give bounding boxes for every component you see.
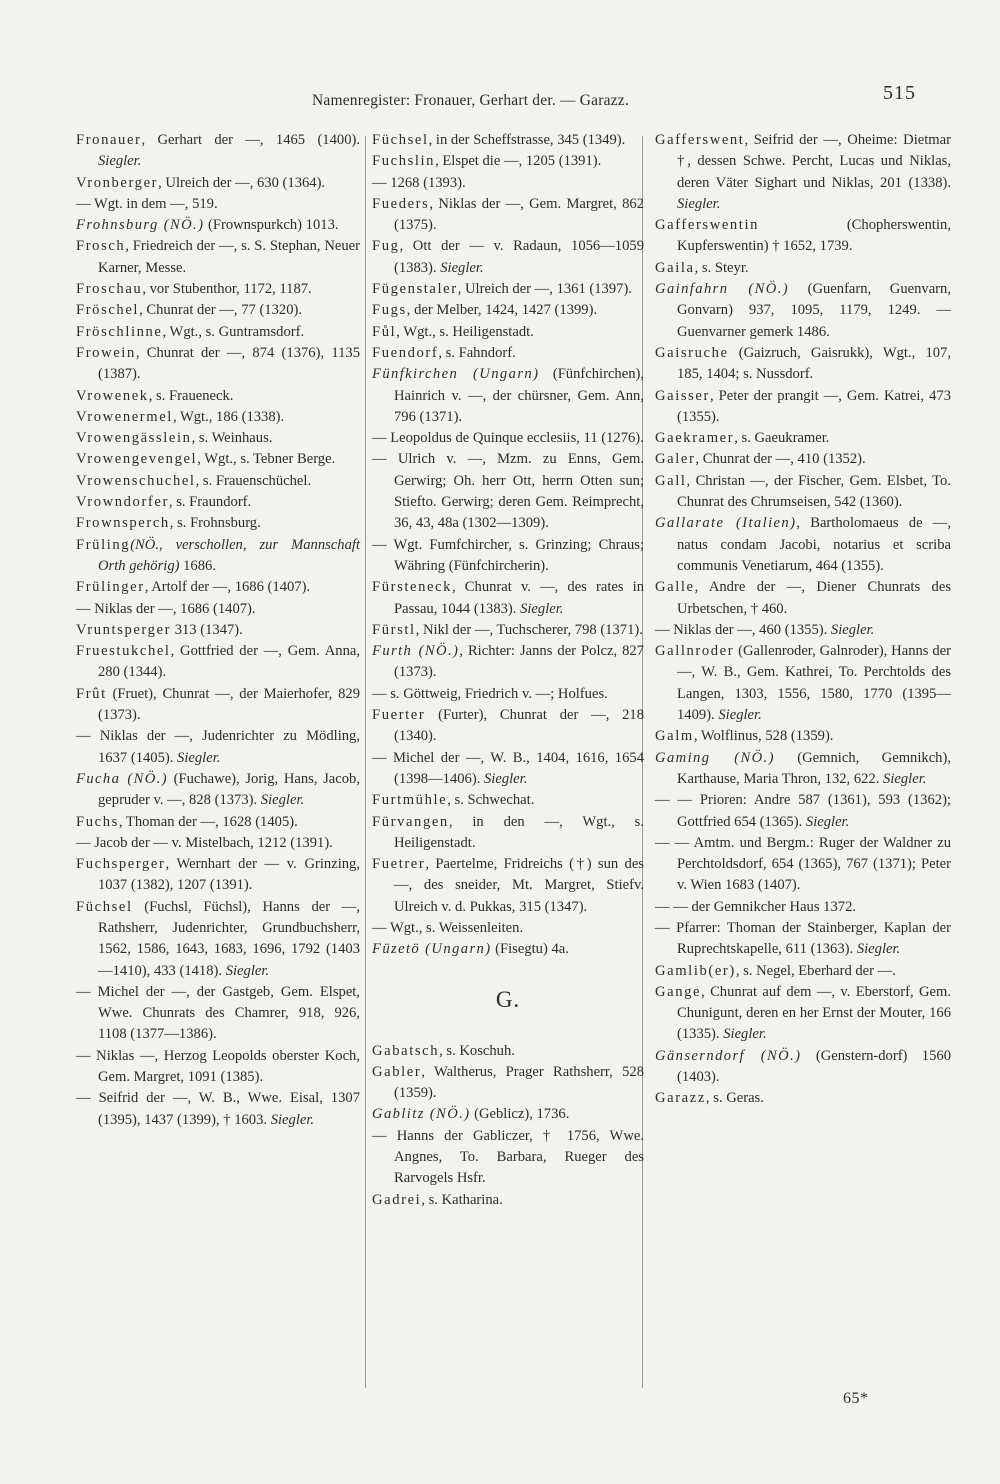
- entry-text: — Wgt., s. Weissenleiten.: [372, 919, 524, 936]
- column-rule: [365, 136, 366, 1388]
- entry-text: — Ulrich v. —, Mzm. zu Enns, Gem. Gerwirg; Oh. herr Ott, herrn Otten sun; Stiefto. Gerwirg; deren Gem. Reimprecht, 36, 43, 48a (1302—1309).: [372, 451, 644, 532]
- index-column-2: [372, 130, 644, 1211]
- entry-text: (Frownspurkch) 1013.: [204, 217, 339, 234]
- index-entry: [76, 577, 360, 598]
- entry-headword: Fug: [372, 238, 400, 255]
- entry-text: , Elspet die —, 1205 (1391).: [435, 153, 602, 170]
- entry-text: , Wgt., s. Guntramsdorf.: [162, 323, 305, 340]
- entry-text: , Thoman der —, 1628 (1405).: [118, 813, 298, 830]
- index-entry: [372, 620, 644, 641]
- entry-text: (Fisegtu) 4a.: [491, 941, 569, 958]
- index-entry: [655, 279, 951, 343]
- index-entry: [76, 173, 360, 194]
- entry-text: (Guenfarn, Guenvarn, Gonvarn) 937, 1095, 1179, 1249. — Guenvarner gemerk 1486.: [677, 281, 951, 340]
- entry-text: , der Melber, 1424, 1427 (1399).: [406, 302, 598, 319]
- entry-text: , s. Geras.: [705, 1090, 764, 1107]
- index-entry: [76, 300, 360, 321]
- index-entry: [655, 258, 951, 279]
- entry-text: , Ulreich der —, 630 (1364).: [158, 174, 326, 191]
- index-entry: [372, 236, 644, 279]
- entry-siegler: Siegler.: [723, 1026, 767, 1043]
- entry-text: , Niklas der —, Gem. Margret, 862 (1375).: [394, 195, 644, 234]
- entry-headword: Fugs: [372, 302, 407, 319]
- entry-headword: Frût: [76, 685, 107, 702]
- entry-headword: Fronauer: [76, 132, 142, 148]
- entry-headword: Vrowenek: [76, 387, 149, 404]
- index-entry: [655, 215, 951, 258]
- entry-headword: Fuerter: [372, 707, 426, 724]
- entry-headword: Fruestukchel: [76, 643, 171, 660]
- entry-place-name: Fucha (NÖ.): [76, 770, 168, 787]
- entry-headword: Gafferswentin: [655, 217, 760, 234]
- entry-headword: Frownsperch: [76, 515, 170, 532]
- entry-text: — — Amtm. und Bergm.: Ruger der Waldner zu Perchtoldsdorf, 654 (1365), 767 (1371); Peter v. Wien 1683 (1407).: [655, 834, 951, 894]
- entry-text: , s. Steyr.: [694, 259, 749, 276]
- entry-text: — Pfarrer: Thoman der Stainberger, Kaplan der Ruprechtskapelle, 611 (1363).: [655, 919, 951, 958]
- entry-text: , Christan —, der Fischer, Gem. Elsbet, To. Chunrat des Chrumseisen, 542 (1360).: [677, 472, 951, 511]
- entry-text: , Artolf der —, 1686 (1407).: [144, 579, 311, 596]
- index-entry: [76, 343, 360, 386]
- entry-headword: Vrowenermel: [76, 408, 173, 425]
- entry-text: , Gerhart der —, 1465 (1400).: [141, 132, 360, 148]
- entry-text: , s. Fraundorf.: [168, 494, 252, 511]
- entry-text: , Richter: Janns der Polcz, 827 (1373).: [394, 643, 644, 681]
- entry-annotation: (NÖ., verschollen, zur Mannschaft Orth gehörig): [98, 536, 360, 574]
- index-entry: [76, 812, 360, 833]
- index-entry: [76, 897, 360, 982]
- index-entry: [372, 684, 644, 705]
- entry-text: — Niklas der —, 460 (1355).: [655, 621, 831, 638]
- index-entry: [76, 407, 360, 428]
- index-entry: [655, 620, 951, 641]
- entry-headword: Frülinger: [76, 579, 145, 596]
- index-entry: [76, 769, 360, 812]
- index-entry: [655, 833, 951, 897]
- page-number: 515: [883, 82, 916, 104]
- index-entry: [372, 151, 644, 172]
- entry-text: , Bartholomaeus de —, natus condam Jacobi, notarius et scriba communis Venetiarum, 464 (1355).: [677, 515, 951, 574]
- index-entry: [76, 1046, 360, 1089]
- index-entry: [372, 854, 644, 918]
- entry-headword: Fürstl: [372, 621, 416, 638]
- entry-text: , Paertelme, Fridreichs (†) sun des —, des sneider, Mt. Margret, Stiefv. Ulreich v. d. Pukkas, 315 (1347).: [394, 856, 644, 915]
- index-entry: [655, 471, 951, 514]
- entry-text: , Waltherus, Prager Rathsherr, 528 (1359).: [394, 1063, 644, 1102]
- index-entry: [655, 1088, 951, 1109]
- index-entry: [372, 748, 644, 791]
- running-head: Namenregister: Fronauer, Gerhart der. — Garazz.: [312, 92, 629, 109]
- index-column-1: [76, 130, 360, 1131]
- entry-text: , Andre der —, Diener Chunrats des Urbetschen, † 460.: [677, 579, 951, 617]
- index-entry: [76, 854, 360, 897]
- entry-text: (Geblicz), 1736.: [470, 1106, 570, 1123]
- index-entry: [76, 322, 360, 343]
- entry-headword: Fügenstaler: [372, 281, 458, 298]
- entry-text: , Chunrat v. —, des rates in Passau, 1044 (1383).: [394, 579, 644, 617]
- entry-text: — Niklas der —, 1686 (1407).: [76, 600, 256, 617]
- entry-siegler: Siegler.: [805, 813, 850, 830]
- index-entry: [76, 833, 360, 854]
- entry-text: — Wgt. Fumfchircher, s. Grinzing; Chraus; Währing (Fünfchircherin).: [372, 536, 644, 574]
- entry-text: , in den —, Wgt., s. Heiligenstadt.: [394, 813, 644, 851]
- index-entry: [372, 364, 644, 428]
- index-column-3: [655, 130, 951, 1110]
- index-entry: [655, 982, 951, 1046]
- entry-text: (Fuchsl, Füchsl), Hanns der —, Rathsherr, Judenrichter, Grundbuchsherr, 1562, 1586, 1643, 1683, 1696, 1792 (1403—1410), 433 (1418).: [98, 898, 360, 979]
- entry-headword: Gaisruche: [655, 344, 729, 361]
- entry-headword: Gadrei: [372, 1191, 422, 1208]
- entry-place-name: Gänserndorf (NÖ.): [655, 1047, 802, 1064]
- entry-text: — 1268 (1393).: [372, 174, 466, 191]
- entry-siegler: Siegler.: [677, 195, 721, 212]
- index-entry: [655, 641, 951, 726]
- entry-headword: Fuchsperger: [76, 856, 166, 873]
- entry-headword: Fröschlinne: [76, 323, 163, 340]
- index-entry: [655, 130, 951, 215]
- index-entry: [372, 535, 644, 578]
- entry-text: , Chunrat auf dem —, v. Eberstorf, Gem. Chunigunt, deren en her Ernst der Mouter, 166 (1335).: [677, 983, 951, 1043]
- index-entry: [655, 1046, 951, 1089]
- index-entry: [372, 173, 644, 194]
- entry-text: (Fuchawe), Jorig, Hans, Jacob, gepruder v. —, 828 (1373).: [98, 770, 360, 809]
- entry-headword: Vrowengässlein: [76, 430, 192, 447]
- index-entry: [372, 1041, 644, 1062]
- entry-text: , s. Negel, Eberhard der —.: [735, 962, 896, 979]
- entry-siegler: Siegler.: [225, 962, 270, 979]
- index-entry: [76, 194, 360, 215]
- index-entry: [76, 386, 360, 407]
- index-entry: [372, 812, 644, 855]
- index-entry: [655, 343, 951, 386]
- entry-text: , Ott der — v. Radaun, 1056—1059 (1383).: [394, 238, 644, 276]
- index-entry: [372, 194, 644, 237]
- entry-text: , Wgt., 186 (1338).: [172, 408, 285, 425]
- index-entry: [655, 449, 951, 470]
- index-entry: [76, 428, 360, 449]
- index-entry: [76, 449, 360, 470]
- entry-headword: Garazz: [655, 1090, 706, 1107]
- index-entry: [655, 726, 951, 747]
- entry-text: , Chunrat der —, 410 (1352).: [695, 451, 866, 468]
- entry-headword: Füchsel: [76, 898, 133, 915]
- entry-siegler: Siegler.: [177, 749, 221, 766]
- entry-siegler: Siegler.: [484, 770, 528, 787]
- index-entry: [372, 343, 644, 364]
- index-entry: [76, 641, 360, 684]
- entry-headword: Fuetrer: [372, 856, 426, 873]
- entry-text: , Wernhart der — v. Grinzing, 1037 (1382), 1207 (1391).: [98, 856, 360, 894]
- entry-text: , Friedreich der —, s. S. Stephan, Neuer Karner, Messe.: [98, 238, 360, 276]
- entry-headword: Gabler: [372, 1063, 422, 1080]
- index-entry: [655, 513, 951, 577]
- entry-text: , Wgt., s. Tebner Berge.: [197, 451, 336, 468]
- entry-text: — Niklas der —, Judenrichter zu Mödling, 1637 (1405).: [76, 728, 360, 766]
- entry-text: , Seifrid der —, Oheime: Dietmar †, dessen Schwe. Percht, Lucas und Niklas, deren Väter Sighart und Niklas, 201 (1338).: [677, 132, 951, 191]
- index-entry: [372, 918, 644, 939]
- entry-headword: Gange: [655, 983, 702, 1000]
- entry-headword: Vruntsperger: [76, 621, 172, 638]
- entry-text: (Chopherswentin, Kupferswentin) † 1652, 1739.: [677, 217, 951, 255]
- entry-siegler: Siegler.: [883, 770, 927, 787]
- entry-text: , Chunrat der —, 874 (1376), 1135 (1387).: [98, 344, 360, 383]
- index-entry: [76, 982, 360, 1046]
- index-entry: [372, 449, 644, 534]
- entry-text: 1686.: [179, 557, 216, 574]
- entry-headword: Galle: [655, 579, 695, 596]
- index-entry: [76, 215, 360, 236]
- entry-text: — — Prioren: Andre 587 (1361), 593 (1362); Gottfried 654 (1365).: [655, 792, 951, 830]
- entry-text: , Peter der prangit —, Gem. Katrei, 473 (1355).: [677, 387, 951, 425]
- entry-headword: Fuchs: [76, 813, 119, 830]
- entry-text: , s. Fraueneck.: [148, 387, 234, 404]
- entry-text: , s. Fahndorf.: [438, 344, 516, 361]
- entry-place-name: Fünfkirchen (Ungarn): [372, 366, 540, 383]
- entry-text: , Nikl der —, Tuchscherer, 798 (1371).: [415, 621, 643, 638]
- entry-text: (Fruet), Chunrat —, der Maierhofer, 829 (1373).: [98, 685, 360, 724]
- entry-text: , s. Frauenschüchel.: [195, 472, 312, 489]
- index-entry: [372, 300, 644, 321]
- entry-siegler: Siegler.: [270, 1111, 315, 1128]
- index-entry: [76, 726, 360, 769]
- entry-text: , Chunrat der —, 77 (1320).: [139, 302, 302, 319]
- index-entry: [76, 130, 360, 173]
- entry-headword: Fürsteneck: [372, 579, 453, 596]
- entry-text: — Michel der —, W. B., 1404, 1616, 1654 (1398—1406).: [372, 749, 644, 787]
- entry-siegler: Siegler.: [718, 707, 762, 724]
- entry-headword: Gaisser: [655, 387, 710, 404]
- entry-siegler: Siegler.: [98, 153, 142, 170]
- entry-text: — Hanns der Gabliczer, † 1756, Wwe. Angnes, To. Barbara, Rueger des Rarvogels Hsfr.: [372, 1127, 644, 1187]
- entry-siegler: Siegler.: [520, 600, 564, 617]
- entry-headword: Gaekramer: [655, 430, 735, 447]
- signature-mark: 65*: [843, 1390, 869, 1407]
- section-letter: G.: [495, 986, 521, 1012]
- entry-place-name: Gallarate (Italien): [655, 515, 797, 532]
- index-entry: [76, 1088, 360, 1131]
- entry-place-name: Furth (NÖ.): [372, 643, 460, 660]
- entry-headword: Gabatsch: [372, 1042, 440, 1059]
- entry-headword: Gall: [655, 472, 687, 489]
- index-entry: [655, 897, 951, 918]
- entry-siegler: Siegler.: [830, 621, 875, 638]
- entry-text: , Wolflinus, 528 (1359).: [693, 728, 834, 745]
- entry-headword: Füchsel: [372, 132, 429, 148]
- entry-text: — Michel der —, der Gastgeb, Gem. Elspet, Wwe. Chunrats des Chamrer, 918, 926, 1108 (1377—1386).: [76, 983, 360, 1043]
- index-entry: [372, 939, 644, 960]
- entry-headword: Fueders: [372, 195, 430, 212]
- entry-text: , s. Gaeukramer.: [734, 430, 830, 447]
- index-entry: [372, 1126, 644, 1190]
- entry-headword: Vrowenschuchel: [76, 472, 196, 489]
- entry-text: — Seifrid der —, W. B., Wwe. Eisal, 1307 (1395), 1437 (1399), † 1603.: [76, 1090, 360, 1128]
- entry-text: — s. Göttweig, Friedrich v. —; Holfues.: [372, 685, 608, 702]
- entry-place-name: Gaming (NÖ.): [655, 749, 775, 766]
- index-entry: [76, 513, 360, 534]
- entry-text: (Gaizruch, Gaisrukk), Wgt., 107, 185, 1404; s. Nussdorf.: [677, 344, 951, 383]
- entry-text: 313 (1347).: [171, 621, 243, 638]
- entry-place-name: Frohnsburg (NÖ.): [76, 217, 205, 234]
- entry-siegler: Siegler.: [856, 941, 901, 958]
- index-entry: [655, 428, 951, 449]
- entry-text: — — der Gemnikcher Haus 1372.: [655, 898, 857, 915]
- index-entry: [76, 620, 360, 641]
- index-entry: [655, 577, 951, 620]
- entry-text: , s. Koschuh.: [439, 1042, 515, 1059]
- entry-headword: Frowein: [76, 344, 136, 361]
- entry-text: , s. Katharina.: [421, 1191, 503, 1208]
- index-entry: [372, 1104, 644, 1125]
- entry-text: , s. Frohnsburg.: [169, 515, 261, 532]
- entry-headword: Frosch: [76, 238, 126, 255]
- index-entry: [372, 428, 644, 449]
- index-entry: [372, 705, 644, 748]
- index-entry: [372, 279, 644, 300]
- entry-text: , s. Schwechat.: [447, 792, 535, 809]
- entry-text: , s. Weinhaus.: [191, 430, 273, 447]
- entry-headword: Furtmühle: [372, 792, 448, 809]
- index-entry: [372, 130, 644, 151]
- entry-text: , Wgt., s. Heiligenstadt.: [396, 323, 534, 340]
- index-entry: [372, 1190, 644, 1211]
- entry-text: , Gottfried der —, Gem. Anna, 280 (1344).: [98, 643, 360, 681]
- entry-place-name: Gainfahrn (NÖ.): [655, 281, 790, 298]
- entry-text: — Wgt. in dem —, 519.: [76, 195, 218, 212]
- entry-siegler: Siegler.: [260, 792, 305, 809]
- entry-headword: Fürvangen: [372, 813, 449, 830]
- index-entry: [76, 279, 360, 300]
- index-entry: [372, 790, 644, 811]
- index-entry: [76, 471, 360, 492]
- entry-text: (Gallenroder, Galnroder), Hanns der —, W. B., Gem. Kathrei, To. Perchtolds des Langen, 1303, 1556, 1580, 1770 (1395—1409).: [677, 643, 951, 724]
- entry-text: (Fünfchirchen), Hainrich v. —, der chürsner, Gem. Ann, 796 (1371).: [394, 366, 645, 425]
- entry-headword: Fuendorf: [372, 344, 439, 361]
- entry-headword: Galm: [655, 728, 694, 745]
- entry-text: — Leopoldus de Quinque ecclesiis, 11 (1276).: [372, 430, 644, 447]
- entry-headword: Gallnroder: [655, 643, 735, 660]
- entry-text: , in der Scheffstrasse, 345 (1349).: [428, 132, 626, 148]
- index-entry: [655, 790, 951, 833]
- entry-headword: Froschau: [76, 281, 143, 298]
- entry-siegler: Siegler.: [440, 259, 484, 276]
- index-entry: [372, 1062, 644, 1105]
- entry-headword: Galer: [655, 451, 696, 468]
- index-entry: [655, 748, 951, 791]
- entry-headword: Vrowengevengel: [76, 451, 198, 468]
- index-entry: [655, 918, 951, 961]
- index-entry: [655, 386, 951, 429]
- entry-headword: Vrowndorfer: [76, 494, 169, 511]
- entry-headword: Vronberger: [76, 174, 159, 191]
- entry-headword: Gamlib(er): [655, 962, 736, 979]
- index-entry: [76, 599, 360, 620]
- index-entry: [76, 236, 360, 279]
- entry-headword: Gaila: [655, 259, 695, 276]
- entry-headword: Früling: [76, 536, 131, 553]
- entry-place-name: Gablitz (NÖ.): [372, 1106, 471, 1123]
- entry-text: (Gemnich, Gemnikch), Karthause, Maria Thron, 132, 622.: [677, 749, 951, 787]
- entry-text: , vor Stubenthor, 1172, 1187.: [142, 281, 312, 298]
- page-header: [0, 82, 1000, 118]
- index-entry: [76, 492, 360, 513]
- index-entry: [655, 961, 951, 982]
- index-entry: [76, 535, 360, 578]
- entry-headword: Gafferswent: [655, 132, 745, 148]
- entry-text: — Niklas —, Herzog Leopolds oberster Koch, Gem. Margret, 1091 (1385).: [76, 1047, 360, 1086]
- index-entry: [372, 322, 644, 343]
- index-entry: [76, 684, 360, 727]
- index-entry: [372, 577, 644, 620]
- entry-text: (Furter), Chunrat der —, 218 (1340).: [394, 707, 644, 745]
- index-entry: [372, 641, 644, 684]
- entry-text: (Genstern-dorf) 1560 (1403).: [677, 1047, 951, 1086]
- entry-text: , Ulreich der —, 1361 (1397).: [457, 281, 632, 298]
- entry-text: — Jacob der — v. Mistelbach, 1212 (1391).: [76, 834, 333, 851]
- entry-headword: Fröschel: [76, 302, 140, 319]
- entry-headword: Fuchslin: [372, 153, 436, 170]
- entry-headword: Fůl: [372, 323, 397, 340]
- entry-place-name: Füzetö (Ungarn): [372, 941, 492, 958]
